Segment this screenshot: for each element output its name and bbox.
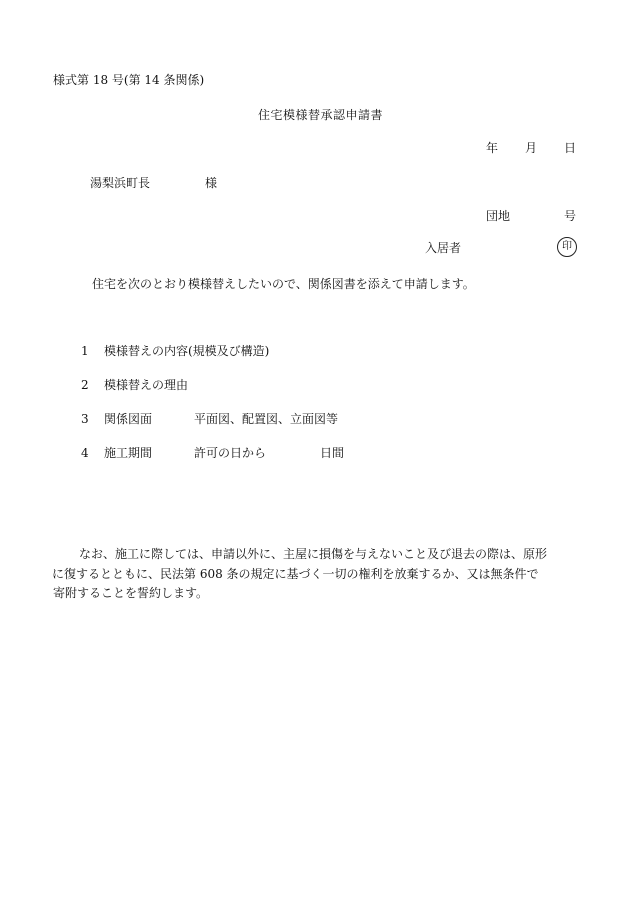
item-number: 1 xyxy=(81,344,89,358)
date-year-label: 年 xyxy=(486,141,499,155)
item-label: 模様替えの内容(規模及び構造) xyxy=(104,344,270,358)
resident-label: 入居者 xyxy=(425,241,462,255)
item-label: 施工期間 xyxy=(104,446,153,460)
item-label: 模様替えの理由 xyxy=(104,378,189,392)
pledge-paragraph xyxy=(53,545,581,604)
pledge-line: なお、施工に際しては、申請以外に、主屋に損傷を与えないこと及び退去の際は、原形 xyxy=(79,547,548,561)
intro-sentence: 住宅を次のとおり模様替えしたいので、関係図書を添えて申請します。 xyxy=(92,277,475,291)
pledge-line: 寄附することを誓約します。 xyxy=(53,586,209,600)
seal-mark: 印 xyxy=(557,237,577,257)
item-value: 平面図、配置図、立面図等 xyxy=(194,412,339,426)
item-number: 2 xyxy=(81,378,89,392)
addressee-honorific: 様 xyxy=(205,176,218,190)
danchi-label: 団地 xyxy=(486,209,511,223)
item-number: 4 xyxy=(81,446,89,460)
addressee-name: 湯梨浜町長 xyxy=(90,176,151,190)
item-value: 許可の日から xyxy=(194,446,267,460)
unit-number-suffix: 号 xyxy=(564,209,577,223)
form-number: 様式第 18 号(第 14 条関係) xyxy=(53,73,205,87)
item-number: 3 xyxy=(81,412,89,426)
date-month-label: 月 xyxy=(525,141,538,155)
pledge-line: に復するとともに、民法第 608 条の規定に基づく一切の権利を放棄するか、又は無条件で xyxy=(52,566,539,581)
document-title: 住宅模様替承認申請書 xyxy=(258,108,384,122)
item-suffix: 日間 xyxy=(320,446,345,460)
date-day-label: 日 xyxy=(564,141,577,155)
item-label: 関係図面 xyxy=(104,412,153,426)
